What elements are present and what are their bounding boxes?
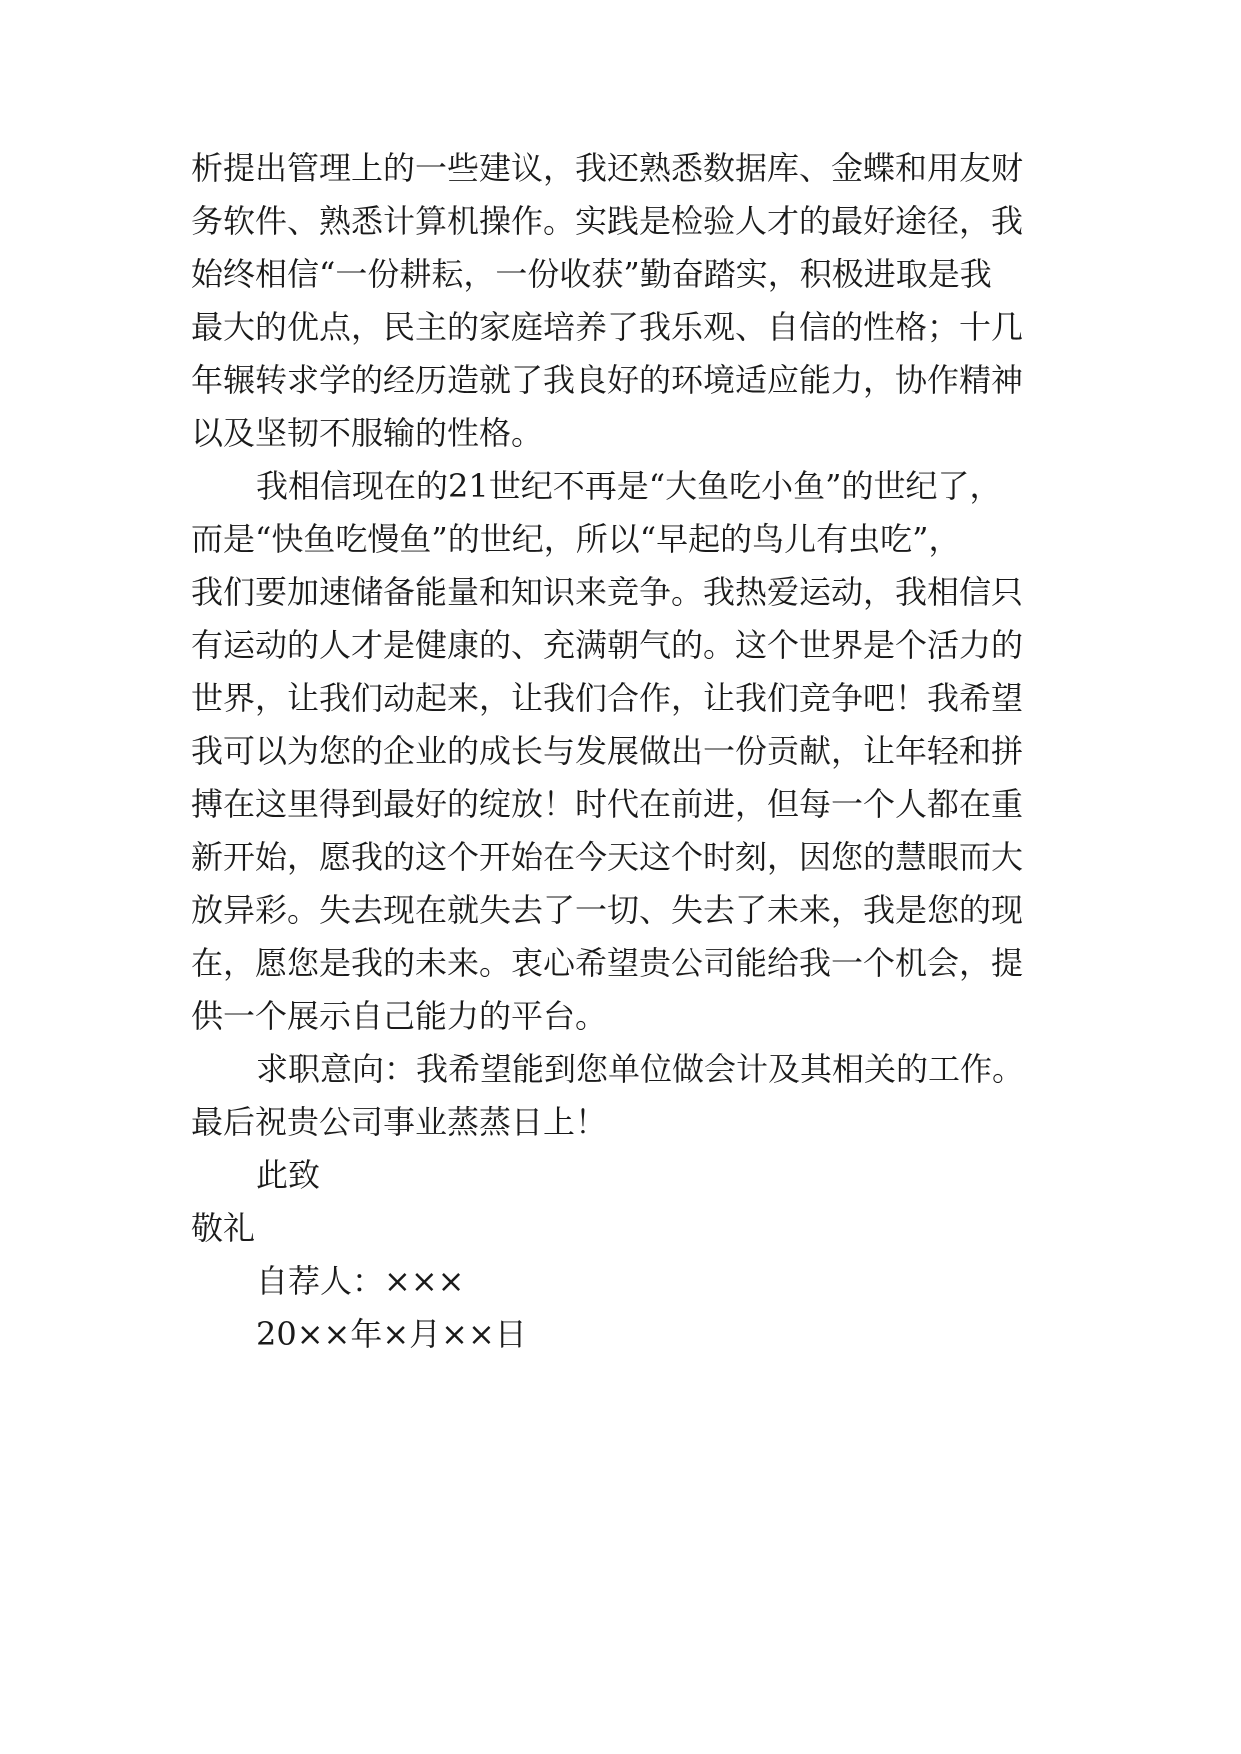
paragraph-2-line-6: 我可以为您的企业的成长与发展做出一份贡献，让年轻和拼 bbox=[191, 732, 1024, 770]
salutation: 敬礼 bbox=[191, 1209, 256, 1247]
paragraph-2-line-3: 我们要加速储备能量和知识来竞争。我热爱运动，我相信只 bbox=[191, 573, 1024, 611]
signature: 自荐人：××× bbox=[256, 1262, 465, 1300]
paragraph-2-line-11: 供一个展示自己能力的平台。 bbox=[191, 997, 608, 1035]
paragraph-3-line-2: 最后祝贵公司事业蒸蒸日上！ bbox=[191, 1103, 608, 1141]
paragraph-2-line-9: 放异彩。失去现在就失去了一切、失去了未来，我是您的现 bbox=[191, 891, 1024, 929]
paragraph-3-line-1: 求职意向：我希望能到您单位做会计及其相关的工作。 bbox=[256, 1050, 1025, 1088]
paragraph-2-line-8: 新开始，愿我的这个开始在今天这个时刻，因您的慧眼而大 bbox=[191, 838, 1024, 876]
paragraph-1-line-2: 务软件、熟悉计算机操作。实践是检验人才的最好途径，我 bbox=[191, 202, 1024, 240]
paragraph-2-line-1: 我相信现在的21世纪不再是“大鱼吃小鱼”的世纪了， bbox=[256, 467, 1002, 505]
paragraph-2-line-10: 在，愿您是我的未来。衷心希望贵公司能给我一个机会，提 bbox=[191, 944, 1024, 982]
date: 20××年×月××日 bbox=[256, 1315, 527, 1353]
paragraph-1-line-5: 年辗转求学的经历造就了我良好的环境适应能力，协作精神 bbox=[191, 361, 1024, 399]
paragraph-2-line-7: 搏在这里得到最好的绽放！时代在前进，但每一个人都在重 bbox=[191, 785, 1024, 823]
paragraph-1-line-1: 析提出管理上的一些建议，我还熟悉数据库、金蝶和用友财 bbox=[191, 149, 1024, 187]
paragraph-1-line-4: 最大的优点，民主的家庭培养了我乐观、自信的性格；十几 bbox=[191, 308, 1024, 346]
closing: 此致 bbox=[256, 1156, 321, 1194]
paragraph-2-line-2: 而是“快鱼吃慢鱼”的世纪，所以“早起的鸟儿有虫吃”， bbox=[191, 520, 961, 558]
paragraph-1-line-6: 以及坚韧不服输的性格。 bbox=[191, 414, 544, 452]
paragraph-2-line-5: 世界，让我们动起来，让我们合作，让我们竞争吧！我希望 bbox=[191, 679, 1024, 717]
paragraph-1-line-3: 始终相信“一份耕耘，一份收获”勤奋踏实，积极进取是我 bbox=[191, 255, 992, 293]
paragraph-2-line-4: 有运动的人才是健康的、充满朝气的。这个世界是个活力的 bbox=[191, 626, 1024, 664]
